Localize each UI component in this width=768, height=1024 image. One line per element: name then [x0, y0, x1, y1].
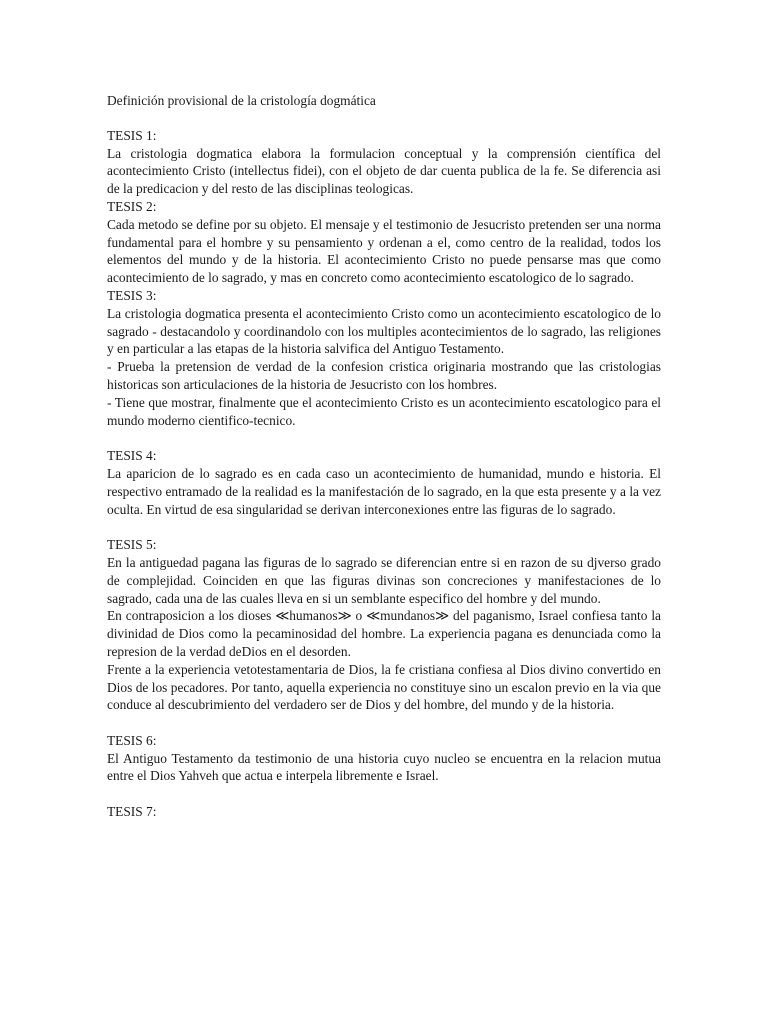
tesis-paragraph: La cristologia dogmatica elabora la formulacion conceptual y la comprensión científica del acontecimiento Cristo (intellectus fidei), con el objeto de dar cuenta publica de la fe. Se diferencia asi de la predicacion y del resto de las disciplinas teologicas. [107, 145, 661, 197]
tesis-heading: TESIS 5: [107, 537, 157, 553]
tesis-2 [107, 198, 661, 287]
tesis-heading: TESIS 1: [107, 127, 157, 143]
tesis-paragraph: Cada metodo se define por su objeto. El mensaje y el testimonio de Jesucristo pretenden ser una norma fundamental para el hombre y su pensamiento y ordenan a el, como centro de la realidad, todos los elementos del mundo y de la historia. El acontecimiento Cristo no puede pensarse mas que como acontecimiento de lo sagrado, y mas en concreto como acontecimiento escatologico de lo sagrado. [107, 216, 661, 286]
tesis-bullet: - Tiene que mostrar, finalmente que el acontecimiento Cristo es un acontecimiento escatologico para el mundo moderno cientifico-tecnico. [107, 394, 661, 428]
document-title: Definición provisional de la cristología dogmática [107, 93, 376, 108]
tesis-heading: TESIS 2: [107, 198, 157, 214]
tesis-bullet: - Prueba la pretension de verdad de la confesion cristica originaria mostrando que las cristologias historicas son articulaciones de la historia de Jesucristo con los hombres. [107, 359, 661, 392]
tesis-paragraph: En la antiguedad pagana las figuras de lo sagrado se diferencian entre si en razon de su djverso grado de complejidad. Coinciden en que las figuras divinas son concreciones y manifestaciones de lo sagrado, cada una de las cuales lleva en si un semblante especifico del hombre y del mundo. [107, 554, 661, 606]
tesis-5 [107, 536, 661, 714]
paragraph-gap [107, 518, 661, 536]
tesis-paragraph: En contraposicion a los dioses ≪humanos≫ o ≪mundanos≫ del paganismo, Israel confiesa tanto la divinidad de Dios como la pecaminosidad del hombre. La experiencia pagana es denunciada como la represion de la verdad deDios en el desorden. [107, 608, 661, 659]
tesis-heading: TESIS 4: [107, 448, 157, 464]
tesis-paragraph: La aparicion de lo sagrado es en cada caso un acontecimiento de humanidad, mundo e historia. El respectivo entramado de la realidad es la manifestación de lo sagrado, en la que esta presente y a la vez oculta. En virtud de esa singularidad se derivan interconexiones entre las figuras de lo sagrado. [107, 465, 661, 517]
tesis-heading: TESIS 3: [107, 287, 157, 303]
tesis-paragraph: La cristologia dogmatica presenta el acontecimiento Cristo como un acontecimiento escatologico de lo sagrado - destacandolo y coordinandolo con los multiples acontecimientos de lo sagrado, las religiones y en particular a las etapas de la historia salvifica del Antiguo Testamento. [107, 305, 661, 357]
tesis-paragraph: Frente a la experiencia vetotestamentaria de Dios, la fe cristiana confiesa al Dios divino convertido en Dios de los pecadores. Por tanto, aquella experiencia no constituye sino un escalon previo en la via que conduce al descubrimiento del verdadero ser de Dios y del hombre, del mundo y de la historia. [107, 661, 661, 713]
tesis-1 [107, 127, 661, 198]
tesis-6 [107, 732, 661, 785]
tesis-7 [107, 803, 661, 821]
paragraph-gap [107, 785, 661, 803]
tesis-3 [107, 287, 661, 429]
document-page [107, 92, 661, 821]
tesis-4 [107, 447, 661, 518]
tesis-heading: TESIS 7: [107, 804, 157, 820]
tesis-paragraph: El Antiguo Testamento da testimonio de una historia cuyo nucleo se encuentra en la relacion mutua entre el Dios Yahveh que actua e interpela libremente e Israel. [107, 750, 661, 784]
paragraph-gap [107, 714, 661, 732]
paragraph-gap [107, 429, 661, 447]
tesis-heading: TESIS 6: [107, 732, 157, 748]
